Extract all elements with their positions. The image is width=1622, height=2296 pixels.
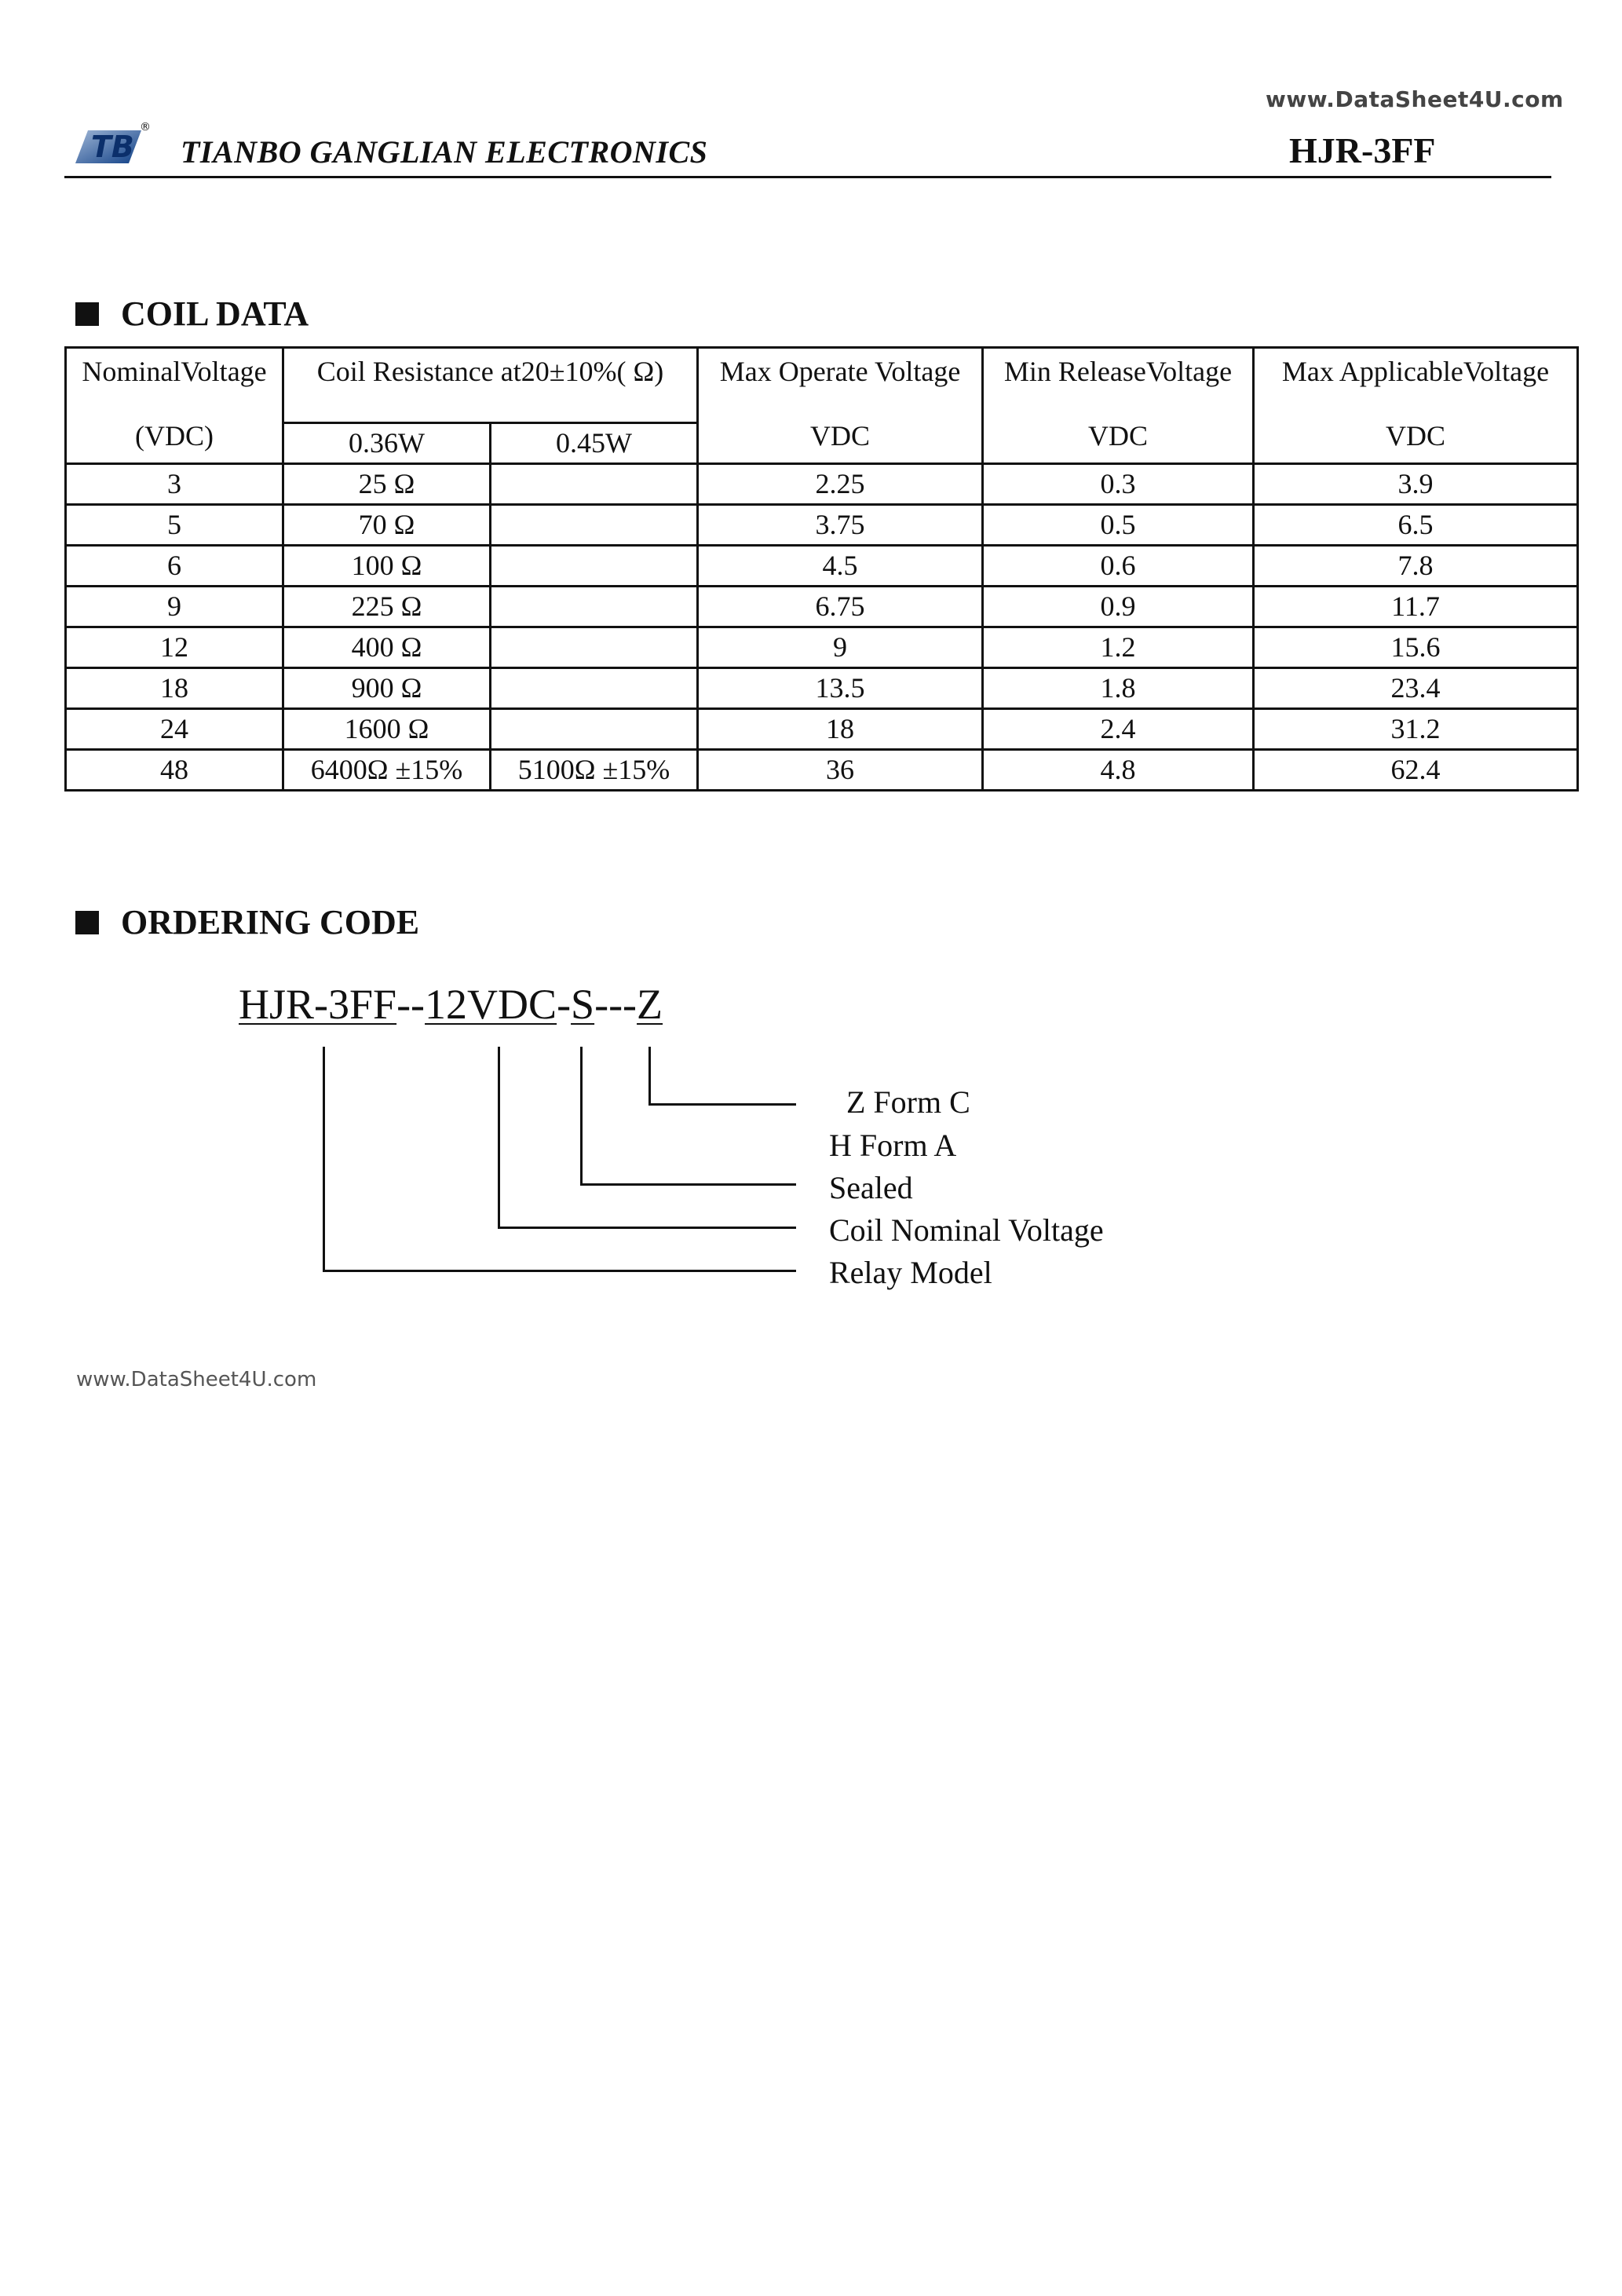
- cell-nominal: 5: [66, 505, 283, 546]
- ordering-code-example: [239, 980, 663, 1029]
- cell-res-036: 25 Ω: [283, 464, 491, 505]
- cell-max-applicable: 31.2: [1254, 709, 1578, 750]
- label-relay-model: Relay Model: [829, 1255, 992, 1290]
- cell-nominal: 48: [66, 750, 283, 791]
- logo-text: TB: [91, 130, 134, 164]
- coil-data-title: COIL DATA: [121, 294, 309, 333]
- code-part-form: Z: [637, 981, 663, 1028]
- cell-max-operate: 2.25: [698, 464, 983, 505]
- label-sealed: Sealed: [829, 1170, 913, 1205]
- cell-min-release: 1.8: [983, 668, 1254, 709]
- cell-res-036: 225 Ω: [283, 587, 491, 627]
- code-part-voltage: 12VDC: [425, 981, 557, 1028]
- table-row: [66, 668, 1578, 709]
- header-res-036: 0.36W: [283, 423, 491, 464]
- connector-voltage-horizontal: [498, 1227, 796, 1229]
- connector-sealed-horizontal: [580, 1183, 796, 1186]
- cell-res-045: 5100Ω ±15%: [491, 750, 698, 791]
- connector-form-vertical: [648, 1047, 651, 1106]
- watermark-top: www.DataSheet4U.com: [1266, 86, 1564, 112]
- cell-max-applicable: 62.4: [1254, 750, 1578, 791]
- registered-mark: ®: [140, 121, 151, 133]
- cell-nominal: 24: [66, 709, 283, 750]
- coil-data-heading: [75, 294, 309, 334]
- code-sep: -: [557, 981, 572, 1028]
- cell-max-operate: 9: [698, 627, 983, 668]
- cell-max-applicable: 11.7: [1254, 587, 1578, 627]
- code-sep: ---: [594, 981, 637, 1028]
- cell-nominal: 3: [66, 464, 283, 505]
- cell-min-release: 0.3: [983, 464, 1254, 505]
- cell-max-applicable: 23.4: [1254, 668, 1578, 709]
- label-z-form-c: Z Form C: [846, 1084, 970, 1120]
- connector-model-vertical: [323, 1047, 325, 1272]
- table-row: [66, 750, 1578, 791]
- model-number: HJR-3FF: [1289, 130, 1436, 170]
- cell-res-045: [491, 505, 698, 546]
- cell-max-applicable: 7.8: [1254, 546, 1578, 587]
- cell-max-applicable: 6.5: [1254, 505, 1578, 546]
- table-row: [66, 546, 1578, 587]
- cell-min-release: 4.8: [983, 750, 1254, 791]
- cell-min-release: 0.5: [983, 505, 1254, 546]
- cell-res-036: 100 Ω: [283, 546, 491, 587]
- cell-res-036: 70 Ω: [283, 505, 491, 546]
- cell-nominal: 12: [66, 627, 283, 668]
- connector-form-horizontal: [648, 1103, 796, 1106]
- cell-nominal: 6: [66, 546, 283, 587]
- connector-voltage-vertical: [498, 1047, 500, 1229]
- connector-sealed-vertical: [580, 1047, 583, 1186]
- cell-res-036: 400 Ω: [283, 627, 491, 668]
- code-part-model: HJR-3FF: [239, 981, 397, 1028]
- code-part-sealed: S: [571, 981, 595, 1028]
- code-sep: --: [396, 981, 426, 1028]
- label-h-form-a: H Form A: [829, 1128, 957, 1163]
- cell-max-operate: 4.5: [698, 546, 983, 587]
- table-header-row: [66, 348, 1578, 423]
- header-min-release: Min ReleaseVoltage VDC: [983, 348, 1254, 464]
- cell-nominal: 9: [66, 587, 283, 627]
- header-max-operate: Max Operate Voltage VDC: [698, 348, 983, 464]
- connector-model-horizontal: [323, 1270, 796, 1272]
- table-row: [66, 627, 1578, 668]
- bullet-square-icon: [75, 911, 99, 934]
- cell-res-045: [491, 587, 698, 627]
- cell-res-045: [491, 546, 698, 587]
- cell-max-applicable: 15.6: [1254, 627, 1578, 668]
- cell-min-release: 0.9: [983, 587, 1254, 627]
- header-divider: [64, 176, 1551, 178]
- cell-max-operate: 18: [698, 709, 983, 750]
- company-logo: [71, 116, 149, 166]
- coil-data-table: [64, 346, 1579, 792]
- cell-res-045: [491, 464, 698, 505]
- ordering-code-title: ORDERING CODE: [121, 903, 420, 941]
- label-coil-nominal-voltage: Coil Nominal Voltage: [829, 1212, 1104, 1248]
- table-row: [66, 709, 1578, 750]
- table-row: [66, 587, 1578, 627]
- cell-min-release: 0.6: [983, 546, 1254, 587]
- cell-max-operate: 13.5: [698, 668, 983, 709]
- cell-res-045: [491, 709, 698, 750]
- cell-res-036: 6400Ω ±15%: [283, 750, 491, 791]
- table-row: [66, 464, 1578, 505]
- cell-max-operate: 36: [698, 750, 983, 791]
- cell-max-operate: 6.75: [698, 587, 983, 627]
- ordering-code-heading: [75, 902, 419, 942]
- header-coil-resistance: Coil Resistance at20±10%( Ω): [283, 348, 698, 423]
- cell-max-operate: 3.75: [698, 505, 983, 546]
- cell-res-045: [491, 627, 698, 668]
- table-row: [66, 505, 1578, 546]
- cell-res-036: 900 Ω: [283, 668, 491, 709]
- company-name: TIANBO GANGLIAN ELECTRONICS: [181, 134, 708, 170]
- bullet-square-icon: [75, 302, 99, 326]
- cell-min-release: 1.2: [983, 627, 1254, 668]
- header-nominal-voltage: NominalVoltage (VDC): [66, 348, 283, 464]
- cell-max-applicable: 3.9: [1254, 464, 1578, 505]
- cell-res-036: 1600 Ω: [283, 709, 491, 750]
- cell-min-release: 2.4: [983, 709, 1254, 750]
- cell-nominal: 18: [66, 668, 283, 709]
- cell-res-045: [491, 668, 698, 709]
- header-max-applicable: Max ApplicableVoltage VDC: [1254, 348, 1578, 464]
- header-res-045: 0.45W: [491, 423, 698, 464]
- watermark-bottom: www.DataSheet4U.com: [76, 1368, 317, 1391]
